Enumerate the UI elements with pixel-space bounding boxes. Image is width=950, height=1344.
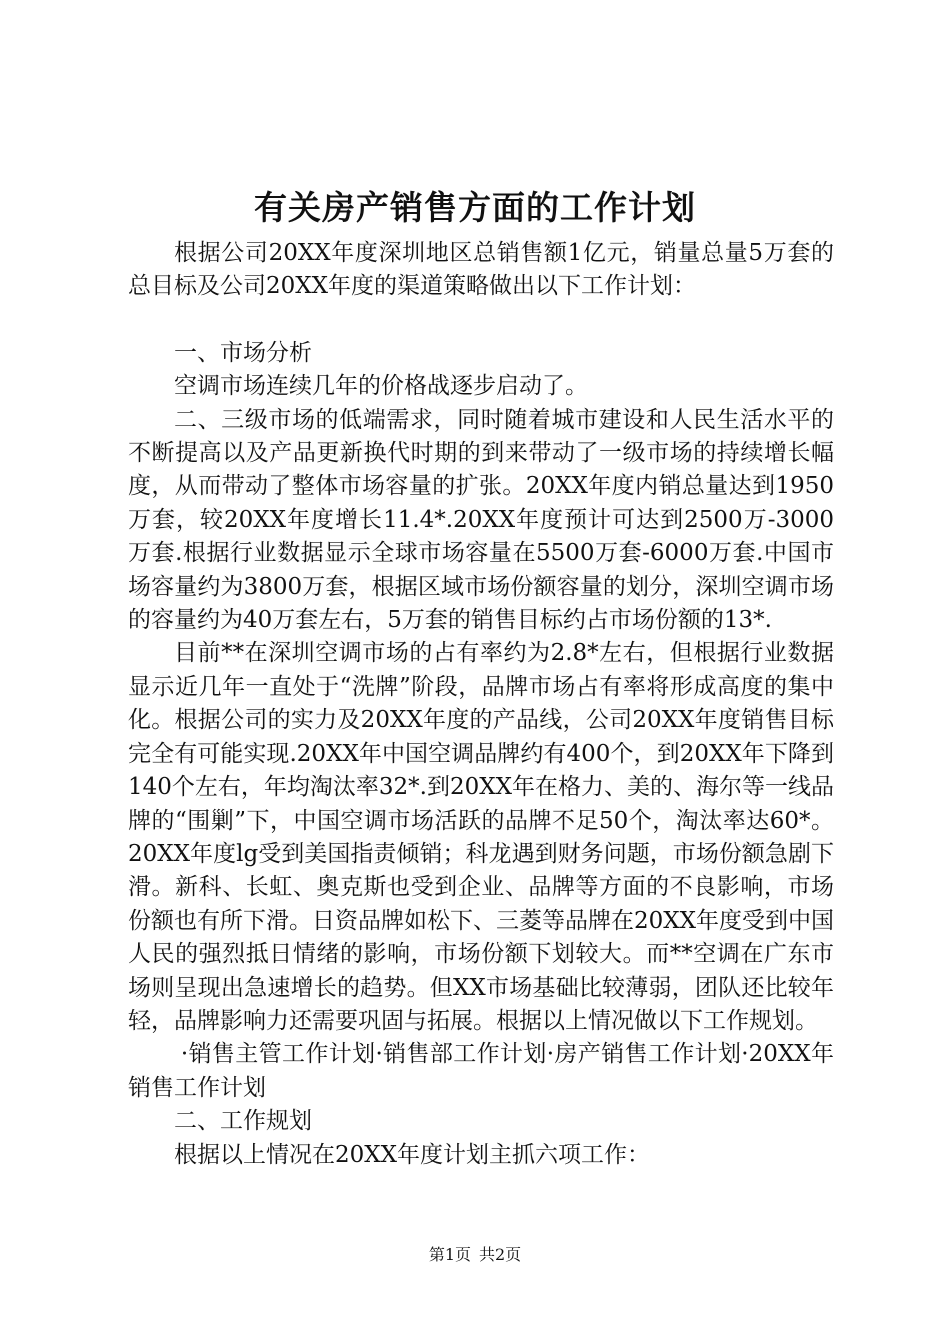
- body-paragraph: 二、三级市场的低端需求，同时随着城市建设和人民生活水平的不断提高以及产品更新换代时期的到来带动了一级市场的持续增长幅度，从而带动了整体市场容量的扩张。20XX年度内销总量达到1950万套，较20XX年度增长11.4*.20XX年度预计可达到2500万-3000万套.根据行业数据显示全球市场容量在5500万套-6000万套.中国市场容量约为3800万套，根据区域市场份额容量的划分，深圳空调市场的容量约为40万套左右，5万套的销售目标约占市场份额的13*.: [128, 406, 834, 634]
- body-paragraph: 空调市场连续几年的价格战逐步启动了。: [174, 373, 588, 400]
- document-body: [128, 237, 834, 1172]
- body-paragraph: 根据以上情况在20XX年度计划主抓六项工作：: [174, 1141, 651, 1168]
- section-heading-market-analysis: 一、市场分析: [174, 339, 312, 366]
- related-articles-line: ·销售主管工作计划·销售部工作计划·房产销售工作计划·20XX年销售工作计划: [128, 1041, 834, 1101]
- page-footer: [0, 1244, 950, 1266]
- page-number: 第1页: [428, 1245, 471, 1264]
- page-total: 共2页: [479, 1245, 522, 1264]
- body-paragraph: 目前**在深圳空调市场的占有率约为2.8*左右，但根据行业数据显示近几年一直处于“洗牌”阶段，品牌市场占有率将形成高度的集中化。根据公司的实力及20XX年度的产品线，公司20XX年度销售目标完全有可能实现.20XX年中国空调品牌约有400个，到20XX年下降到140个左右，年均淘汰率32*.到20XX年在格力、美的、海尔等一线品牌的“围剿”下，中国空调市场活跃的品牌不足50个，淘汰率达60*。20XX年度lg受到美国指责倾销；科龙遇到财务问题，市场份额急剧下滑。新科、长虹、奥克斯也受到企业、品牌等方面的不良影响，市场份额也有所下滑。日资品牌如松下、三菱等品牌在20XX年度受到中国人民的强烈抵日情绪的影响，市场份额下划较大。而**空调在广东市场则呈现出急速增长的趋势。但XX市场基础比较薄弱，团队还比较年轻，品牌影响力还需要巩固与拓展。根据以上情况做以下工作规划。: [128, 640, 835, 1034]
- document-title: 有关房产销售方面的工作计划: [254, 188, 696, 227]
- intro-paragraph: 根据公司20XX年度深圳地区总销售额1亿元，销量总量5万套的总目标及公司20XX年度的渠道策略做出以下工作计划：: [128, 240, 834, 300]
- section-heading-work-plan: 二、工作规划: [174, 1108, 312, 1135]
